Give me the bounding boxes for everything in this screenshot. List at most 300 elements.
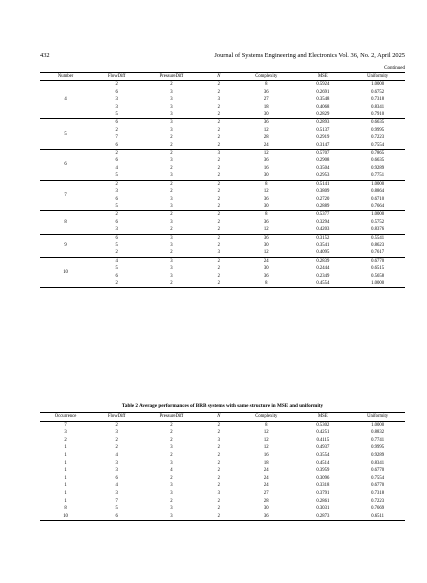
table-cell: 30 (263, 506, 269, 512)
table-cell: 3 (217, 437, 220, 443)
table-cell: 30 (263, 203, 269, 209)
table-row (40, 505, 405, 513)
table-cell: 0.9995 (371, 445, 385, 451)
table-cell: 0.3147 (316, 142, 330, 148)
table-cell: 0.4203 (316, 227, 330, 233)
table-cell: 2 (217, 219, 220, 225)
table-cell: 2 (170, 498, 173, 504)
table-cell: 3 (170, 242, 173, 248)
table-cell: 12 (263, 445, 269, 451)
table-cell: 3 (217, 490, 220, 496)
table-cell: 3 (115, 97, 118, 103)
table-cell: 0.3318 (316, 483, 330, 489)
table-cell: 2 (201, 513, 238, 521)
table-cell: 0.6635 (350, 119, 405, 127)
table-cell: 16 (263, 452, 269, 458)
table-cell: 2 (217, 127, 220, 133)
table-cell: 12 (237, 150, 295, 158)
table-cell: 0.3152 (295, 234, 350, 242)
table-cell: 3 (142, 513, 200, 521)
table-cell: 2 (217, 89, 220, 95)
table-cell: 0.4251 (316, 430, 330, 436)
table-cell: 1.0000 (350, 280, 405, 288)
table-row (40, 157, 405, 164)
column-header: MSE (295, 413, 350, 422)
column-header: Complexity (237, 73, 295, 81)
table-cell: 3 (201, 150, 238, 158)
table-cell: 6 (115, 196, 118, 202)
table-cell: 2 (91, 280, 142, 288)
column-header: N (201, 73, 238, 81)
table-cell: 30 (263, 242, 269, 248)
table-cell: 5 (115, 506, 118, 512)
table-cell: 0.3031 (316, 506, 330, 512)
table-cell: 0.8376 (371, 227, 385, 233)
table-cell: 2 (217, 112, 220, 118)
table-cell: 36 (263, 273, 269, 279)
table-cell: 0.2444 (316, 266, 330, 272)
continued-label: Continued (384, 66, 405, 71)
table-cell: 5 (115, 203, 118, 209)
table-cell: 0.7751 (371, 173, 385, 179)
table-cell: 6 (115, 158, 118, 164)
table-cell: 0.2919 (316, 135, 330, 141)
table-cell: 0.3791 (316, 490, 330, 496)
table-cell: 0.6511 (350, 513, 405, 521)
table-cell: 0.2349 (316, 273, 330, 279)
column-header: Occurrence (40, 413, 91, 422)
table-cell: 0.6770 (371, 468, 385, 474)
table-cell: 3 (217, 250, 220, 256)
table-cell: 2 (64, 437, 67, 443)
table-cell: 3 (217, 97, 220, 103)
table-cell: 6 (91, 119, 142, 127)
table-row (40, 180, 405, 188)
table-cell: 0.4554 (295, 280, 350, 288)
table-cell: 1 (64, 468, 67, 474)
table-row (40, 273, 405, 280)
table-cell: 1 (64, 475, 67, 481)
table-cell: 0.3809 (316, 189, 330, 195)
table-cell: 3 (170, 490, 173, 496)
table-cell: 0.7865 (350, 150, 405, 158)
table-cell: 0.9995 (371, 127, 385, 133)
table-row (40, 444, 405, 452)
table-cell: 3 (142, 234, 200, 242)
table-cell: 3 (115, 227, 118, 233)
table-cell: 3 (170, 112, 173, 118)
column-header: Complexity (237, 413, 295, 422)
table-cell: 2 (217, 422, 220, 428)
table-cell: 2 (170, 452, 173, 458)
table-cell: 3 (170, 266, 173, 272)
table-cell: 5 (115, 173, 118, 179)
table-cell: 2 (201, 180, 238, 188)
table-cell: 0.5141 (295, 180, 350, 188)
table-cell: 3 (170, 196, 173, 202)
table-cell: 7 (115, 498, 118, 504)
table-row (40, 142, 405, 150)
table-row (40, 513, 405, 521)
table-cell: 2 (217, 173, 220, 179)
table-cell: 30 (263, 173, 269, 179)
table-cell: 0.7664 (371, 203, 385, 209)
table-1-continued (40, 72, 405, 288)
table-cell: 0.6515 (371, 266, 385, 272)
table-cell: 0.8623 (371, 242, 385, 248)
table-cell: 2 (201, 211, 238, 219)
table-cell: 1 (64, 445, 67, 451)
table-cell: 2 (201, 119, 238, 127)
table-cell: 28 (263, 135, 269, 141)
table-cell: 2 (217, 135, 220, 141)
table-row (40, 172, 405, 180)
table-cell: 0.2839 (295, 257, 350, 265)
table-cell: 0.7554 (371, 475, 385, 481)
table-row (40, 437, 405, 445)
table-cell: 0.7554 (371, 142, 385, 148)
table-cell: 2 (217, 430, 220, 436)
table-cell: 1 (64, 460, 67, 466)
table-cell: 0.2861 (316, 498, 330, 504)
table-cell: 2 (217, 158, 220, 164)
table-cell: 6 (115, 273, 118, 279)
table-cell: 36 (237, 513, 295, 521)
table-cell: 0.6752 (371, 89, 385, 95)
table-cell: 12 (263, 430, 269, 436)
table-cell: 2 (142, 180, 200, 188)
table-cell: 2 (170, 82, 173, 88)
table-cell: 4 (91, 257, 142, 265)
table-cell: 8 (265, 422, 268, 428)
table-cell: 3 (170, 460, 173, 466)
table-row (40, 421, 405, 429)
table-cell: 0.4514 (316, 460, 330, 466)
table-cell: 2 (170, 227, 173, 233)
column-header: Number (40, 73, 91, 81)
table-cell: 1 (64, 483, 67, 489)
table-cell: 2 (217, 506, 220, 512)
group-number: 9 (40, 234, 91, 257)
table-cell: 28 (263, 498, 269, 504)
table-2 (40, 412, 405, 521)
table-cell: 1.0000 (350, 211, 405, 219)
table-cell: 0.2720 (316, 196, 330, 202)
table-row (40, 127, 405, 134)
table-cell: 2 (217, 475, 220, 481)
table-cell: 6 (115, 89, 118, 95)
table-row (40, 104, 405, 111)
table-cell: 0.7910 (371, 112, 385, 118)
table-cell: 2 (217, 203, 220, 209)
table-row (40, 81, 405, 89)
table-cell: 8 (237, 180, 295, 188)
table-cell: 2 (217, 498, 220, 504)
table-cell: 2 (217, 242, 220, 248)
table-cell: 2 (170, 430, 173, 436)
table-1-body (40, 81, 405, 288)
table-cell: 36 (263, 89, 269, 95)
table-cell: 0.7669 (371, 506, 385, 512)
table-cell: 0.3554 (316, 452, 330, 458)
table-cell: 0.7617 (371, 250, 385, 256)
table-row (40, 257, 405, 265)
table-cell: 2 (115, 445, 118, 451)
table-cell: 3 (170, 127, 173, 133)
table-row (40, 475, 405, 483)
table-row (40, 219, 405, 226)
table-cell: 2 (170, 250, 173, 256)
table-cell: 0.8864 (371, 189, 385, 195)
table-cell: 12 (263, 127, 269, 133)
table-cell: 3 (142, 119, 200, 127)
table-cell: 2 (217, 468, 220, 474)
table-cell: 0.3959 (316, 468, 330, 474)
table-cell: 0.3294 (316, 219, 330, 225)
table-cell: 0.2953 (316, 173, 330, 179)
table-cell: 3 (115, 189, 118, 195)
table-cell: 2 (170, 142, 173, 148)
table-cell: 2 (201, 280, 238, 288)
table-2-caption: Table 2 Average performances of BRB systems with same structure in MSE and uniformity (121, 403, 324, 409)
table-cell: 0.4068 (316, 104, 330, 110)
table-cell: 7 (64, 422, 67, 428)
table-cell: 3 (170, 273, 173, 279)
table-cell: 8 (64, 506, 67, 512)
table-2-header-row (40, 413, 405, 422)
table-cell: 36 (263, 158, 269, 164)
page-number: 432 (40, 51, 50, 59)
table-cell: 2 (217, 445, 220, 451)
table-cell: 0.7318 (371, 97, 385, 103)
table-cell: 0.6635 (371, 158, 385, 164)
table-cell: 0.5541 (350, 234, 405, 242)
table-row (40, 265, 405, 272)
table-cell: 0.7223 (371, 498, 385, 504)
table-cell: 2 (217, 82, 220, 88)
table-cell: 18 (263, 460, 269, 466)
table-row (40, 498, 405, 506)
table-cell: 0.6770 (350, 257, 405, 265)
table-cell: 2 (201, 234, 238, 242)
page-header (40, 50, 405, 60)
table-row (40, 242, 405, 249)
table-cell: 1.0000 (371, 82, 385, 88)
group-number: 8 (40, 211, 91, 234)
table-cell: 0.8341 (371, 104, 385, 110)
table-cell: 16 (263, 165, 269, 171)
table-cell: 0.3548 (316, 97, 330, 103)
table-cell: 3 (64, 430, 67, 436)
table-cell: 2 (91, 150, 142, 158)
table-cell: 24 (237, 257, 295, 265)
table-cell: 2 (170, 189, 173, 195)
table-row (40, 249, 405, 257)
group-number: 4 (64, 97, 67, 103)
table-cell: 3 (115, 104, 118, 110)
table-cell: 4 (115, 483, 118, 489)
table-row (40, 460, 405, 468)
table-cell: 0.8832 (371, 430, 385, 436)
table-cell: 4 (115, 165, 118, 171)
table-cell: 2 (170, 135, 173, 141)
table-cell: 36 (263, 196, 269, 202)
table-cell: 3 (170, 158, 173, 164)
table-cell: 3 (115, 468, 118, 474)
table-cell: 27 (263, 97, 269, 103)
table-row (40, 234, 405, 242)
table-row (40, 196, 405, 203)
table-cell: 0.9289 (371, 452, 385, 458)
table-cell: 24 (263, 475, 269, 481)
table-cell: 5 (115, 242, 118, 248)
column-header: MSE (295, 73, 350, 81)
table-cell: 0.5377 (295, 211, 350, 219)
table-cell: 0.7318 (371, 490, 385, 496)
column-header: N (201, 413, 238, 422)
table-cell: 0.4095 (316, 250, 330, 256)
table-cell: 3 (170, 173, 173, 179)
table-cell: 3 (115, 430, 118, 436)
table-cell: 8 (237, 280, 295, 288)
column-header: Uniformity (350, 73, 405, 81)
table-cell: 30 (263, 112, 269, 118)
table-cell: 24 (263, 142, 269, 148)
table-cell: 0.2873 (295, 513, 350, 521)
table-cell: 10 (40, 513, 91, 521)
table-cell: 0.5924 (316, 82, 330, 88)
table-row (40, 452, 405, 460)
table-cell: 0.5707 (295, 150, 350, 158)
table-cell: 2 (91, 180, 142, 188)
table-cell: 2 (217, 227, 220, 233)
table-cell: 12 (263, 437, 269, 443)
table-cell: 4 (170, 468, 173, 474)
table-cell: 5 (115, 112, 118, 118)
table-cell: 2 (115, 82, 118, 88)
table-cell: 18 (263, 104, 269, 110)
table-cell: 3 (170, 104, 173, 110)
table-cell: 0.5752 (371, 219, 385, 225)
table-row (40, 467, 405, 475)
table-row (40, 96, 405, 103)
table-cell: 0.2829 (316, 112, 330, 118)
table-cell: 0.7741 (371, 437, 385, 443)
table-cell: 0.6710 (371, 196, 385, 202)
table-cell: 2 (170, 437, 173, 443)
table-cell: 0.4115 (316, 437, 330, 443)
table-cell: 24 (263, 468, 269, 474)
table-row (40, 490, 405, 498)
table-cell: 2 (217, 460, 220, 466)
table-cell: 6 (115, 219, 118, 225)
table-cell: 0.3541 (316, 242, 330, 248)
table-cell: 1 (64, 490, 67, 496)
table-cell: 3 (170, 219, 173, 225)
table-cell: 0.2893 (295, 119, 350, 127)
table-cell: 0.6770 (371, 483, 385, 489)
table-cell: 2 (115, 422, 118, 428)
table-cell: 12 (263, 227, 269, 233)
column-header: PressureDiff (142, 413, 200, 422)
table-row (40, 203, 405, 211)
group-number: 6 (40, 150, 91, 181)
table-cell: 3 (170, 483, 173, 489)
table-row (40, 119, 405, 127)
table-cell: 36 (237, 234, 295, 242)
table-cell: 3 (170, 97, 173, 103)
table-cell: 3 (142, 257, 200, 265)
table-cell: 0.2889 (316, 203, 330, 209)
table-cell: 0.2691 (316, 89, 330, 95)
table-cell: 3 (115, 490, 118, 496)
table-cell: 3 (170, 445, 173, 451)
table-cell: 2 (115, 250, 118, 256)
table-row (40, 226, 405, 234)
table-cell: 2 (142, 280, 200, 288)
group-number: 10 (40, 257, 91, 288)
table-cell: 6 (115, 142, 118, 148)
table-cell: 0.7223 (371, 135, 385, 141)
table-cell: 6 (91, 513, 142, 521)
table-cell: 1.0000 (371, 422, 385, 428)
table-cell: 0.9289 (371, 165, 385, 171)
table-cell: 0.5137 (316, 127, 330, 133)
table-cell: 7 (115, 135, 118, 141)
table-cell: 24 (263, 483, 269, 489)
table-row (40, 482, 405, 490)
table-cell: 0.3504 (316, 165, 330, 171)
table-cell: 6 (115, 475, 118, 481)
table-cell: 2 (115, 437, 118, 443)
table-cell: 5 (115, 266, 118, 272)
table-1-header-row (40, 73, 405, 81)
column-header: FlowDiff (91, 73, 142, 81)
table-cell: 12 (263, 250, 269, 256)
table-cell: 3 (170, 506, 173, 512)
table-cell: 0.4937 (316, 445, 330, 451)
table-cell: 36 (263, 219, 269, 225)
table-row (40, 211, 405, 219)
table-cell: 2 (170, 422, 173, 428)
table-cell: 36 (237, 119, 295, 127)
table-cell: 2 (115, 127, 118, 133)
table-cell: 27 (263, 490, 269, 496)
table-cell: 2 (217, 189, 220, 195)
table-cell: 1 (64, 452, 67, 458)
table-cell: 0.5302 (316, 422, 330, 428)
table-row (40, 165, 405, 172)
table-cell: 2 (142, 211, 200, 219)
table-cell: 2 (91, 211, 142, 219)
table-row (40, 134, 405, 141)
table-cell: 3 (115, 460, 118, 466)
table-row (40, 150, 405, 158)
table-cell: 2 (201, 257, 238, 265)
table-cell: 2 (170, 165, 173, 171)
table-cell: 2 (170, 475, 173, 481)
table-cell: 0.3096 (316, 475, 330, 481)
table-cell: 4 (115, 452, 118, 458)
table-cell: 0.8341 (371, 460, 385, 466)
table-row (40, 188, 405, 195)
table-cell: 2 (217, 266, 220, 272)
table-cell: 12 (263, 189, 269, 195)
table-row (40, 111, 405, 119)
group-number: 7 (40, 180, 91, 211)
table-row (40, 429, 405, 437)
table-cell: 1 (64, 498, 67, 504)
